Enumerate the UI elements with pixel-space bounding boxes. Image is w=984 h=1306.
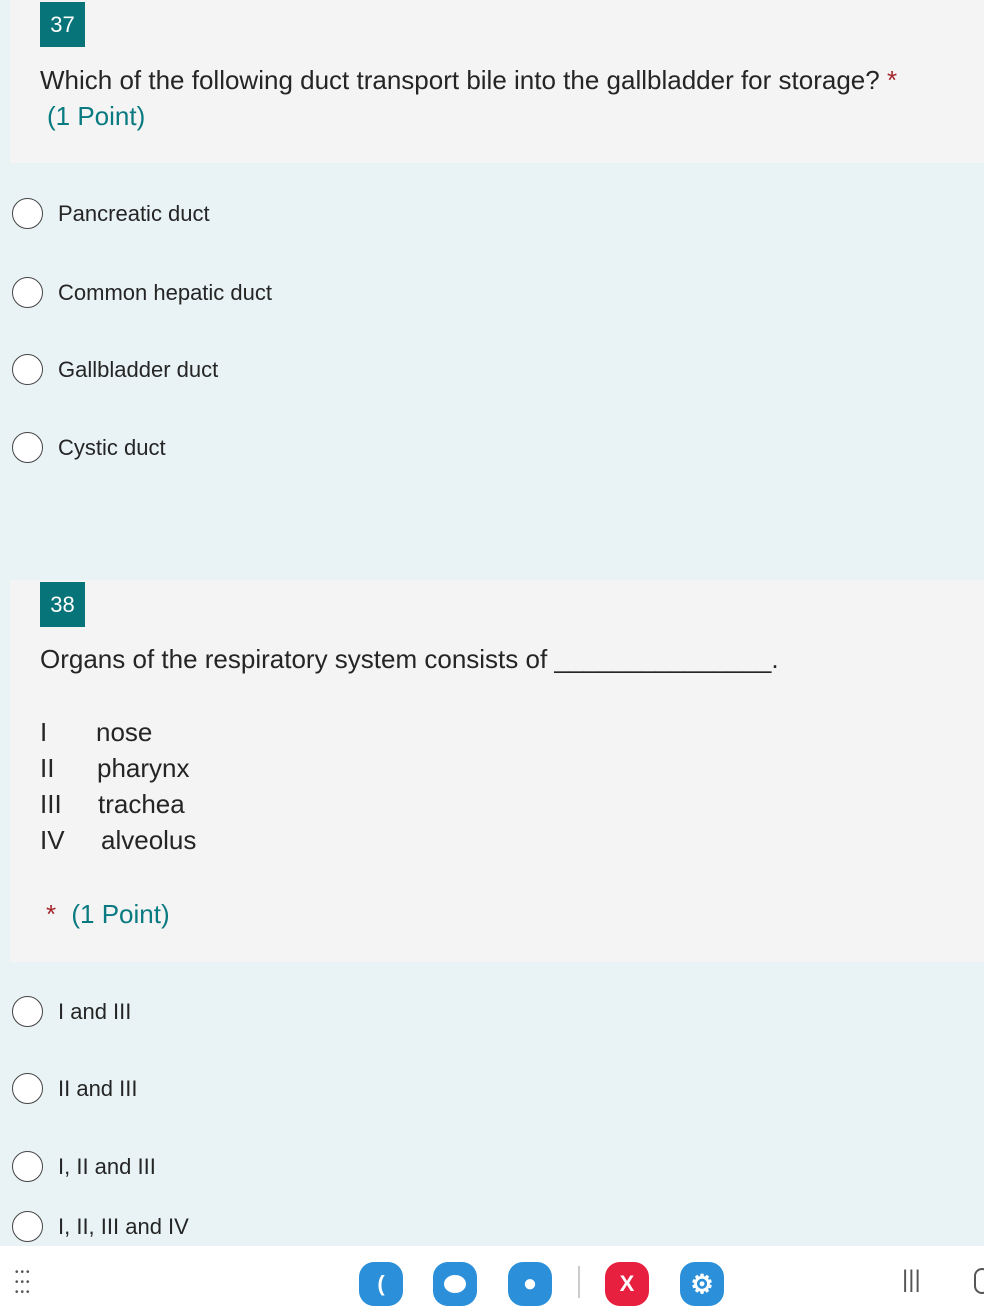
question-points: (1 Point)	[71, 899, 170, 929]
question-title	[40, 62, 897, 134]
item-numeral: II	[40, 753, 55, 783]
question-text: Which of the following duct transport bile into the gallbladder for storage?	[40, 65, 880, 95]
option-label: I, II and III	[58, 1154, 156, 1179]
option-radio[interactable]	[12, 1211, 189, 1242]
question-38-card	[10, 580, 984, 962]
numbered-items	[40, 714, 196, 858]
list-item	[40, 822, 196, 858]
option-label: I, II, III and IV	[58, 1214, 189, 1239]
option-radio[interactable]	[12, 996, 131, 1027]
recents-icon[interactable]: |||	[902, 1266, 921, 1293]
radio-button[interactable]	[12, 996, 43, 1027]
item-name: alveolus	[101, 825, 197, 855]
item-numeral: IV	[40, 825, 65, 855]
option-radio[interactable]	[12, 1151, 156, 1182]
option-radio[interactable]	[12, 354, 218, 385]
radio-button[interactable]	[12, 354, 43, 385]
option-label: II and III	[58, 1076, 138, 1101]
contacts-icon[interactable]: ●	[508, 1262, 552, 1306]
radio-button[interactable]	[12, 1151, 43, 1182]
option-radio[interactable]	[12, 277, 272, 308]
option-label: I and III	[58, 999, 132, 1024]
radio-button[interactable]	[12, 1073, 43, 1104]
question-points: (1 Point)	[47, 101, 146, 131]
item-name: pharynx	[97, 753, 190, 783]
question-number: 38	[40, 582, 85, 627]
option-radio[interactable]	[12, 432, 166, 463]
list-item	[40, 714, 196, 750]
required-mark: *	[46, 899, 57, 929]
required-mark: *	[886, 65, 898, 95]
item-name: trachea	[98, 789, 185, 819]
app-grid-icon[interactable]: ••• ••• •••	[15, 1267, 32, 1298]
radio-button[interactable]	[12, 198, 43, 229]
option-label: Common hepatic duct	[58, 280, 272, 305]
option-label: Cystic duct	[58, 435, 166, 460]
item-numeral: III	[40, 789, 62, 819]
radio-button[interactable]	[12, 277, 43, 308]
option-radio[interactable]	[12, 198, 210, 229]
phone-icon[interactable]: (	[359, 1262, 403, 1306]
question-text: Organs of the respiratory system consists of _______________.	[40, 644, 779, 674]
item-numeral: I	[40, 717, 48, 747]
app-x-icon[interactable]: X	[605, 1262, 649, 1306]
radio-button[interactable]	[12, 1211, 43, 1242]
list-item	[40, 750, 196, 786]
question-meta	[46, 896, 170, 932]
taskbar	[0, 1246, 984, 1306]
settings-icon[interactable]: ⚙	[680, 1262, 724, 1306]
messages-icon[interactable]	[433, 1262, 477, 1306]
item-name: nose	[96, 717, 153, 747]
question-37-card	[10, 0, 984, 163]
home-icon[interactable]	[974, 1268, 984, 1294]
option-label: Gallbladder duct	[58, 357, 219, 382]
option-radio[interactable]	[12, 1073, 138, 1104]
divider	[578, 1266, 580, 1298]
question-number: 37	[40, 2, 85, 47]
list-item	[40, 786, 196, 822]
radio-button[interactable]	[12, 432, 43, 463]
option-label: Pancreatic duct	[58, 201, 210, 226]
